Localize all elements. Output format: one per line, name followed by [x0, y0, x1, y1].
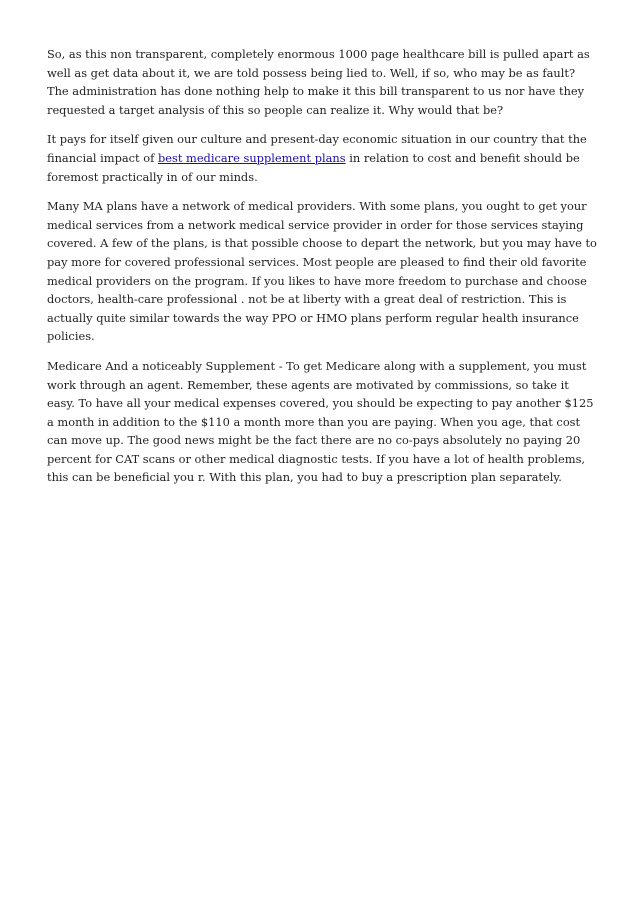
paragraph-medicare-supplement: Medicare And a noticeably Supplement - To get Medicare along with a supplement, you must work through an agent. Remember, these agents are motivated by commissions, so take it easy. To have all your medical expenses covered, you should be expecting to pay another $125 a month in addition to the $110 a month more than you are paying. When you age, that cost can move up. The good news might be the fact there are no co-pays absolutely no paying 20 percent for CAT scans or other medical diagnostic tests. If you have a lot of health problems, this can be beneficial you r. With this plan, you had to buy a prescription plan separately. [47, 358, 594, 485]
paragraph-ma-plans: Many MA plans have a network of medical providers. With some plans, you ought to get your medical services from a network medical service provider in order for those services staying covered. A few of the plans, is that possible choose to depart the network, but you may have to pay more for covered professional services. Most people are pleased to find their old favorite medical providers on the program. If you likes to have more freedom to purchase and choose doctors, health-care professional . not be at liberty with a great deal of restriction. This is actually quite similar towards the way PPO or HMO plans perform regular health insurance policies. [47, 199, 597, 344]
paragraph-text-after-link: in relation to cost and benefit should be foremost practically in of our minds. [47, 150, 580, 184]
paragraph-financial-impact [47, 130, 597, 186]
document-page [47, 45, 597, 498]
medicare-supplement-link[interactable]: best medicare supplement plans [157, 150, 346, 165]
paragraph-healthcare-bill: So, as this non transparent, completely enormous 1000 page healthcare bill is pulled apart as well as get data about it, we are told possess being lied to. Well, if so, who may be as fault? The administration has done nothing help to make it this bill transparent to us nor have they requested a target analysis of this so people can realize it. Why would that be? [47, 47, 590, 117]
paragraph-text-before-link: It pays for itself given our culture and present-day economic situation in our country that the financial impact of [47, 132, 587, 165]
